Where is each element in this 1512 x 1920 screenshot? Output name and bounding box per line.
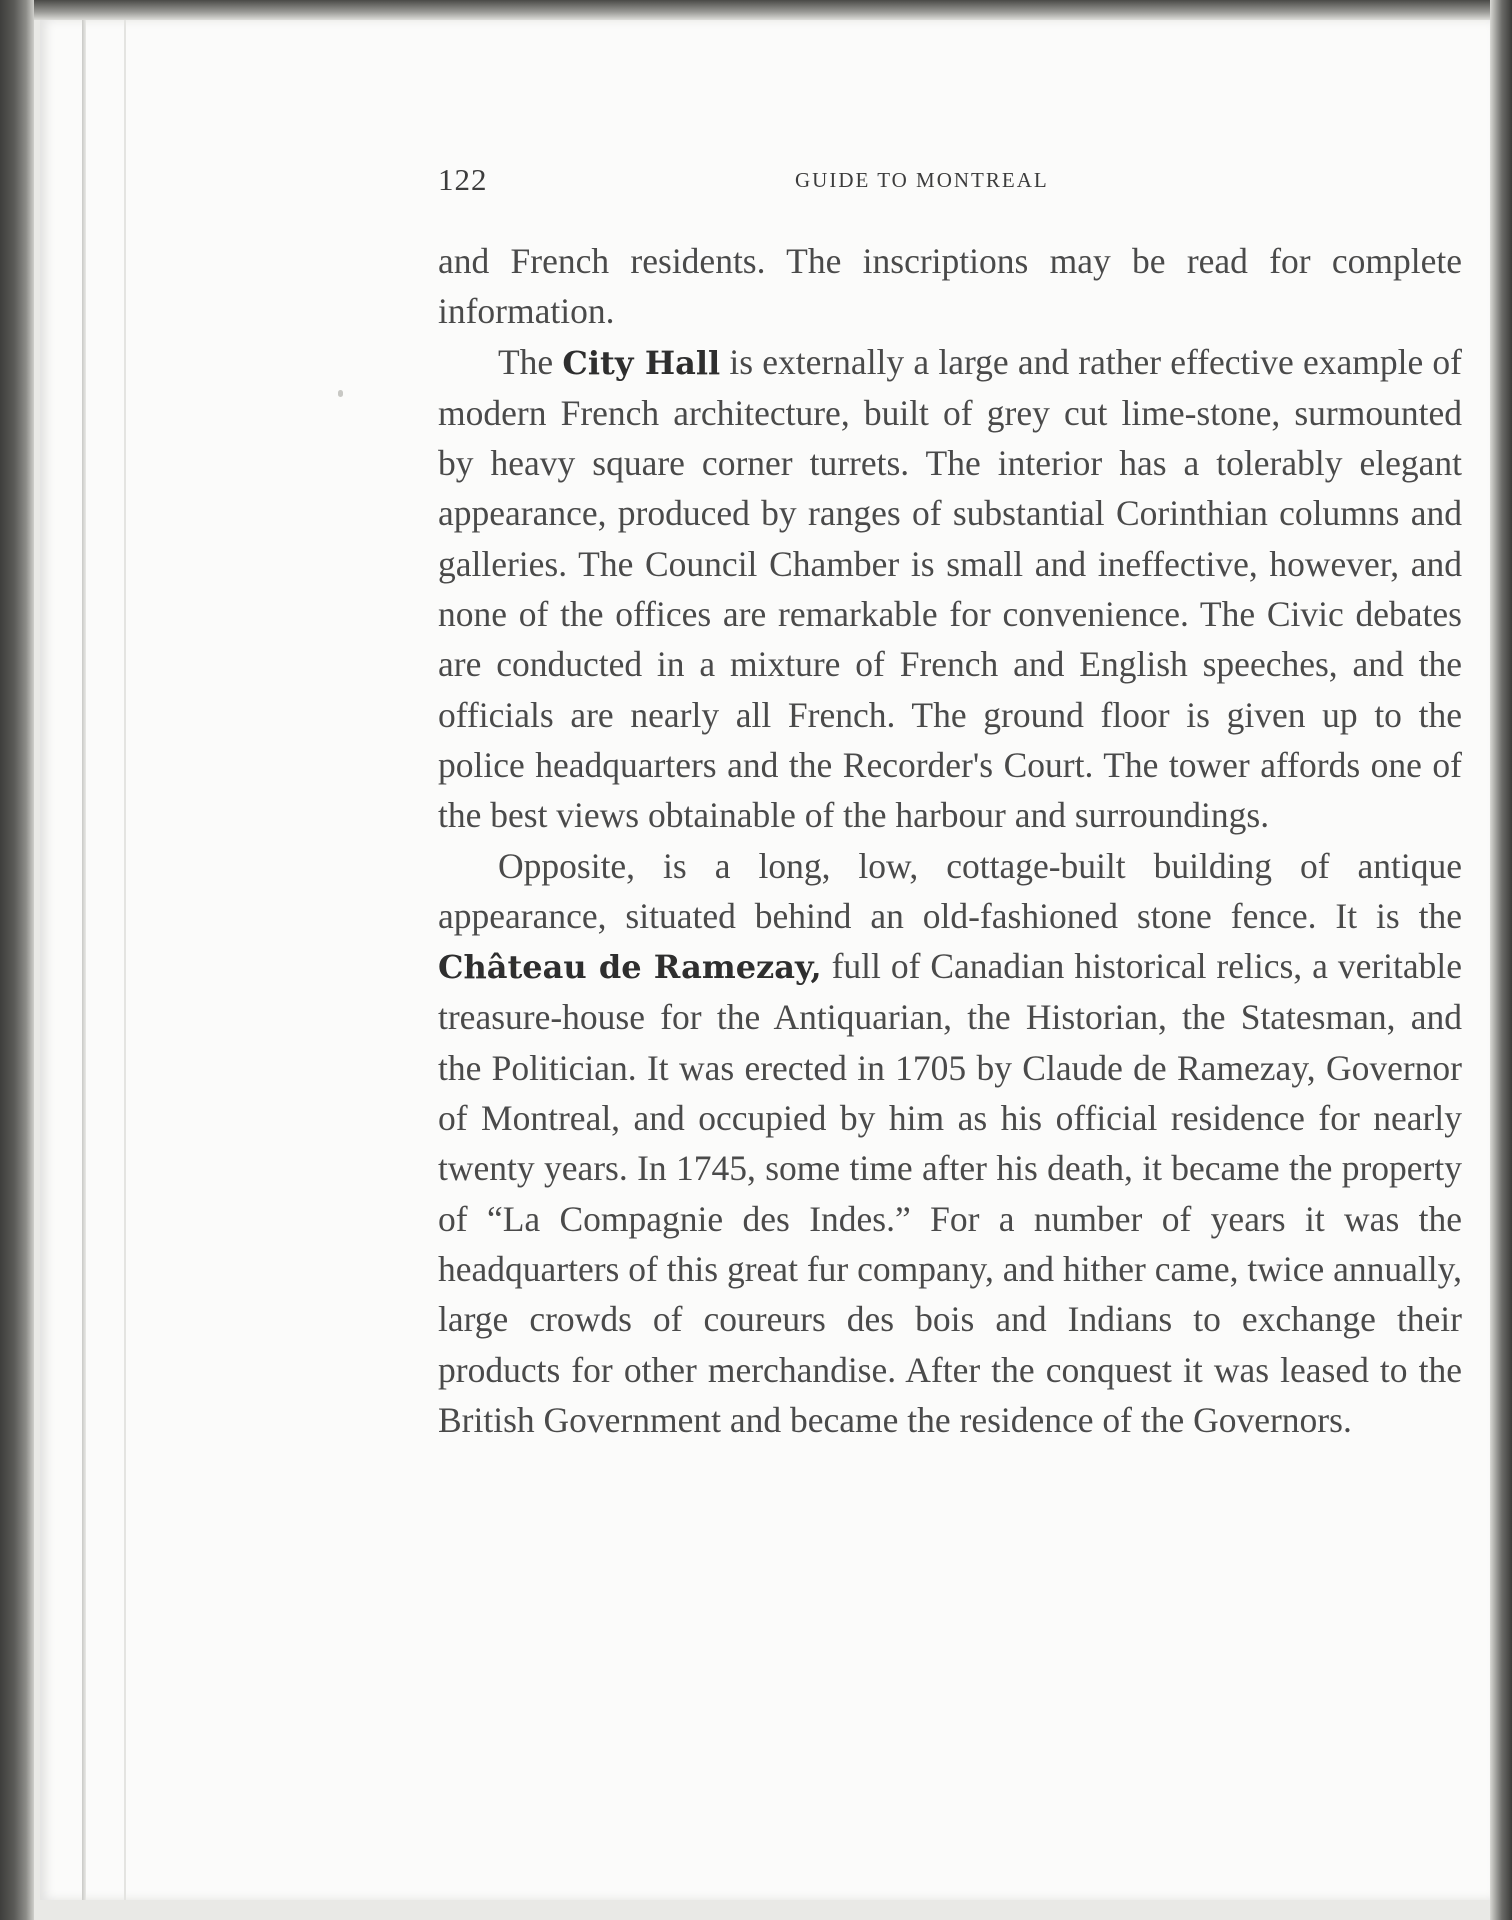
book-edge-top [0, 0, 1512, 20]
paper-speck [338, 390, 343, 397]
running-title: GUIDE TO MONTREAL [795, 168, 1049, 192]
bold-term-city-hall: City Hall [562, 343, 721, 382]
page-number: 122 [438, 162, 488, 197]
bold-term-chateau-de-ramezay: Château de Ramezay, [438, 948, 822, 987]
running-header [438, 162, 1458, 202]
paragraph-text-after: full of Canadian historical relics, a veritable treasure-house for the Antiquarian, the Historian, the Statesman, and the Politician. It was erected in 1705 by Claude de Ramezay, Governor of Montreal, and occupied by him as his official residence for nearly twenty years. In 1745, some time after his death, it became the property of “La Compagnie des Indes.” For a number of years it was the headquarters of this great fur company, and hither came, twice annually, large crowds of coureurs des bois and Indians to exchange their products for other merchandise. After the conquest it was leased to the British Government and became the residence of the Governors. [438, 946, 1462, 1440]
paragraph-city-hall [438, 337, 1462, 841]
paragraph-chateau-de-ramezay [438, 841, 1462, 1446]
paragraph-continued [438, 236, 1462, 337]
paragraph-text-after: is externally a large and rather effective example of modern French architecture, built of grey cut lime-stone, surmounted by heavy square corner turrets. The interior has a tolerably elegant appearance, produced by ranges of substantial Corinthian columns and galleries. The Council Chamber is small and ineffective, however, and none of the offices are remarkable for convenience. The Civic debates are conducted in a mixture of French and English speeches, and the officials are nearly all French. The ground floor is given up to the police headquarters and the Recorder's Court. The tower affords one of the best views obtainable of the harbour and surroundings. [438, 341, 1462, 836]
body-text [438, 236, 1462, 1445]
page-gutter-shadow [82, 20, 86, 1900]
book-edge-left [0, 0, 34, 1920]
page-gutter-fold [124, 20, 126, 1900]
paragraph-text-before: Opposite, is a long, low, cottage-built building of antique appearance, situated behind an old-fashioned stone fence. It is the [438, 845, 1462, 936]
paragraph-text-before: The [498, 341, 563, 382]
book-edge-right [1490, 0, 1512, 1920]
paragraph-text: and French residents. The inscriptions may be read for complete information. [438, 241, 1462, 332]
